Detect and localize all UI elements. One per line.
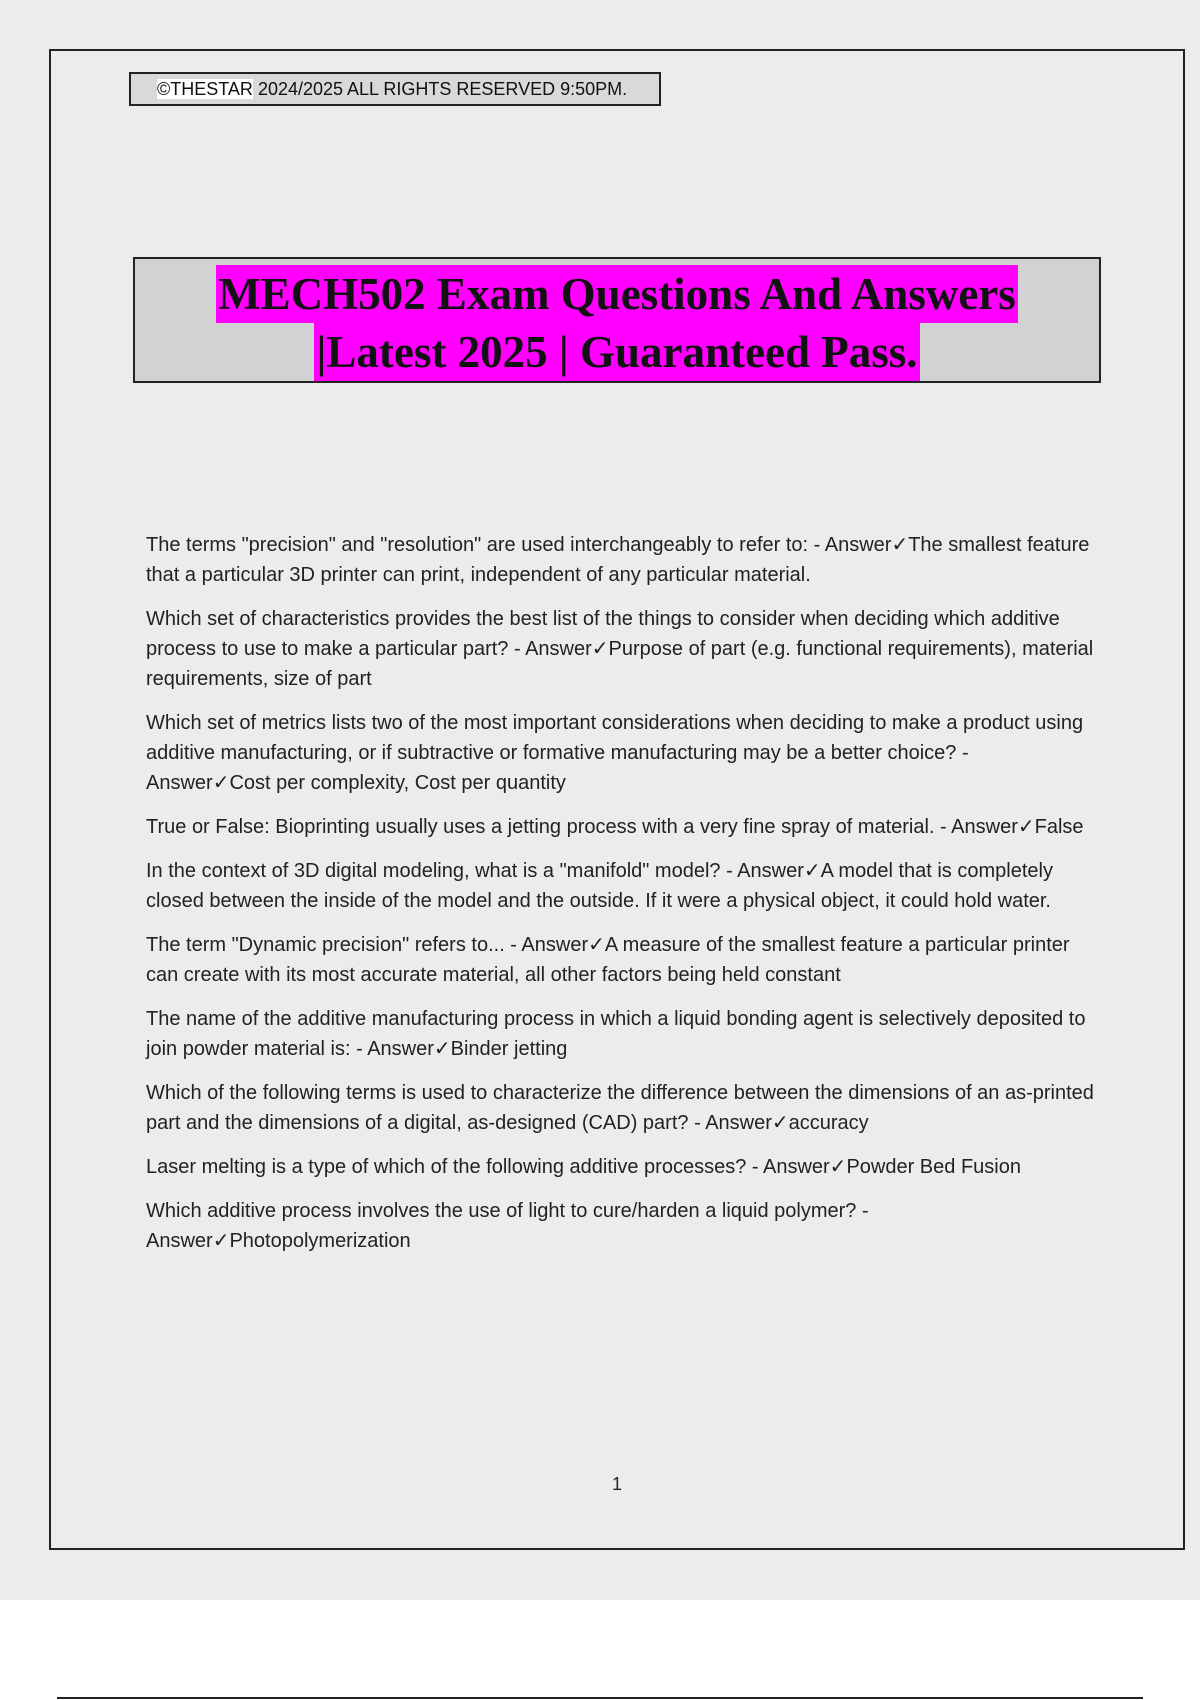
qa-item: The name of the additive manufacturing process in which a liquid bonding agent is selectively deposited to join powder material is: - Answer✓Binder jetting	[146, 1008, 1086, 1060]
page-title-line-1: MECH502 Exam Questions And Answers	[216, 265, 1018, 323]
copyright-brand: ©THESTAR	[157, 79, 253, 99]
title-box	[133, 257, 1101, 383]
qa-item: In the context of 3D digital modeling, what is a "manifold" model? - Answer✓A model that is completely closed between the inside of the model and the outside. If it were a physical object, it could hold water.	[146, 860, 1053, 912]
copyright-notice	[129, 72, 661, 106]
qa-item: The term "Dynamic precision" refers to... - Answer✓A measure of the smallest feature a particular printer can create with its most accurate material, all other factors being held constant	[146, 934, 1070, 986]
page-number: 1	[611, 1474, 622, 1494]
qa-item: Which additive process involves the use of light to cure/harden a liquid polymer? - Answer✓Photopolymerization	[146, 1200, 869, 1252]
qa-item: True or False: Bioprinting usually uses a jetting process with a very fine spray of material. - Answer✓False	[146, 816, 1084, 838]
qa-item: Which set of metrics lists two of the most important considerations when deciding to make a product using additive manufacturing, or if subtractive or formative manufacturing may be a better choice? - Answer✓Cost per complexity, Cost per quantity	[146, 712, 1084, 794]
qa-item: Which of the following terms is used to characterize the difference between the dimensions of an as-printed part and the dimensions of a digital, as-designed (CAD) part? - Answer✓accuracy	[146, 1082, 1094, 1134]
copyright-text: 2024/2025 ALL RIGHTS RESERVED 9:50PM.	[252, 79, 628, 99]
qa-item: Laser melting is a type of which of the following additive processes? - Answer✓Powder Bed Fusion	[146, 1156, 1021, 1178]
page-title-line-2: |Latest 2025 | Guaranteed Pass.	[314, 323, 919, 381]
qa-item: Which set of characteristics provides the best list of the things to consider when deciding which additive process to use to make a particular part? - Answer✓Purpose of part (e.g. functional requirements), material requirements, size of part	[146, 608, 1094, 690]
qa-list	[146, 530, 1096, 1270]
qa-item: The terms "precision" and "resolution" are used interchangeably to refer to: - Answer✓The smallest feature that a particular 3D printer can print, independent of any particular material.	[146, 534, 1090, 586]
bottom-divider	[57, 1697, 1143, 1699]
